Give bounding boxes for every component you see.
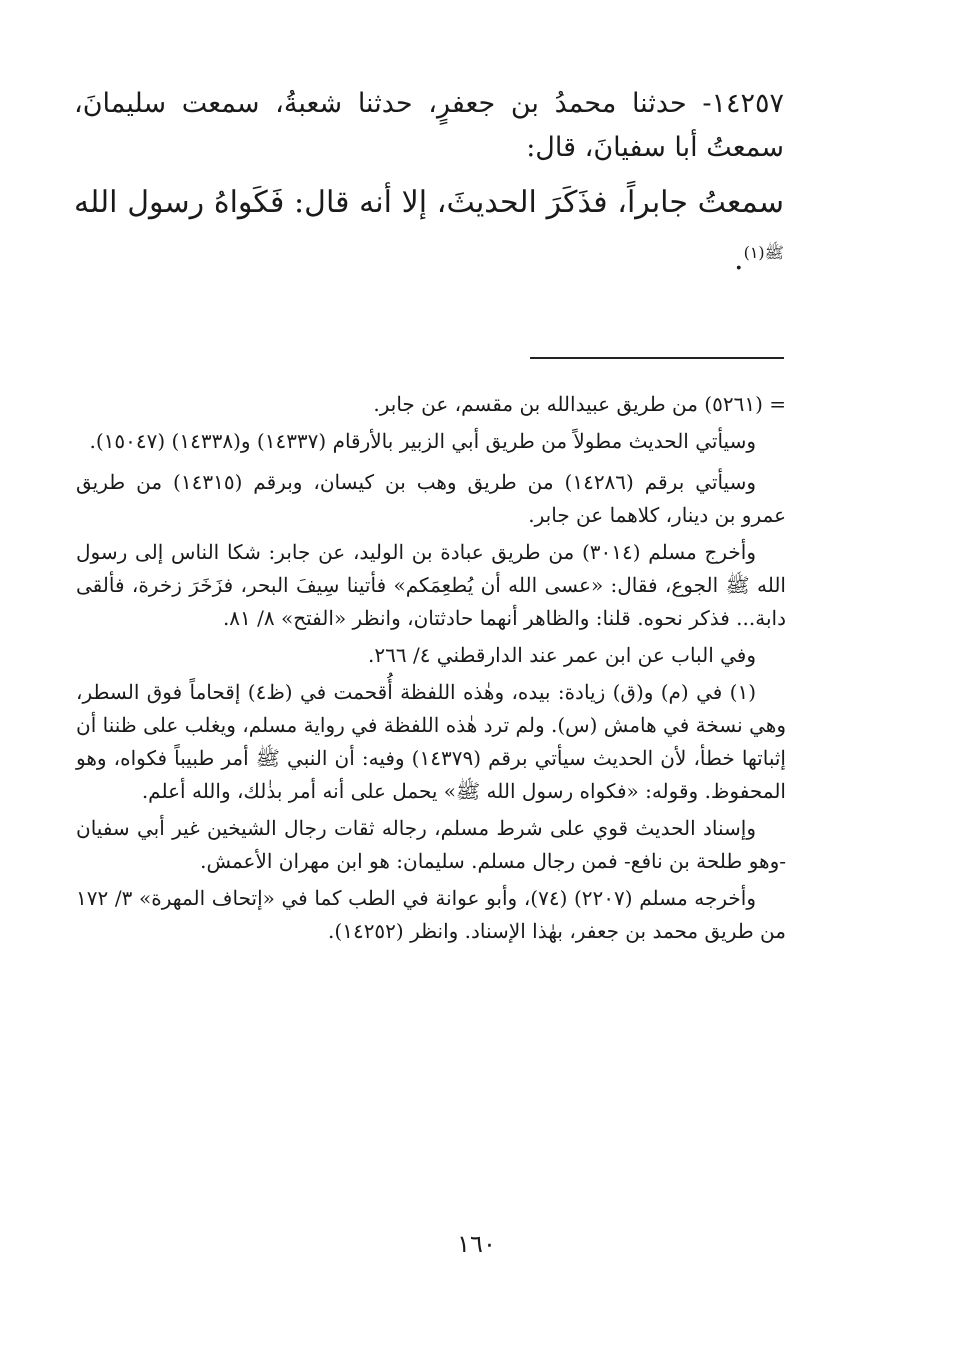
hadith-matn-end: . xyxy=(734,242,744,277)
hadith-isnad: ١٤٢٥٧- حدثنا محمدُ بن جعفرٍ، حدثنا شعبةُ، سمعت سليمانَ، سمعتُ أبا سفيانَ، قال: xyxy=(74,88,784,163)
footnote-paragraph: وفي الباب عن ابن عمر عند الدارقطني ٤/ ٢٦٦. xyxy=(368,643,756,667)
footnotes-section xyxy=(76,388,786,952)
footnote-divider xyxy=(530,357,784,359)
footnote-1: (١) في (م) و(ق) زيادة: بيده، وهٰذه اللفظة أُقحمت في (ظ٤) إقحاماً فوق السطر، وهي نسخة في هامش (س). ولم ترد هٰذه اللفظة في رواية مسلم، ويغلب على ظننا أن إثباتها خطأ، لأن الحديث سيأتي برقم (١٤٣٧٩) وفيه: أن النبي ﷺ أمر طبيباً فكواه، وهو المحفوظ. وقوله: «فكواه رسول الله ﷺ» يحمل على أنه أمر بذٰلك، والله أعلم. xyxy=(76,680,786,803)
footnote-continuation: = (٥٢٦١) من طريق عبيدالله بن مقسم، عن جابر. xyxy=(373,392,786,416)
footnote-paragraph: وسيأتي الحديث مطولاً من طريق أبي الزبير بالأرقام (١٤٣٣٧) و(١٤٣٣٨) (١٥٠٤٧). xyxy=(89,429,756,453)
hadith-text xyxy=(74,82,784,285)
hadith-matn-text: سمعتُ جابراً، فذَكَرَ الحديثَ، إلا أنه قال: فَكَواهُ رسول الله xyxy=(74,185,784,220)
footnote-paragraph: وأخرج مسلم (٣٠١٤) من طريق عبادة بن الوليد، عن جابر: شكا الناس إلى رسول الله ﷺ الجوع، فقال: «عسى الله أن يُطعِمَكم» فأتينا سِيفَ البحر، فزَخَرَ زخرة، فألقى دابة... فذكر نحوه. قلنا: والظاهر أنهما حادثتان، وانظر «الفتح» ٨/ ٨١. xyxy=(76,540,786,630)
footnote-paragraph: وإسناد الحديث قوي على شرط مسلم، رجاله ثقات رجال الشيخين غير أبي سفيان -وهو طلحة بن نافع- فمن رجال مسلم. سليمان: هو ابن مهران الأعمش. xyxy=(76,816,786,873)
footnote-paragraph: وسيأتي برقم (١٤٢٨٦) من طريق وهب بن كيسان، وبرقم (١٤٣١٥) من طريق عمرو بن دينار، كلاهما عن جابر. xyxy=(76,470,786,527)
page-number: ١٦٠ xyxy=(457,1230,496,1258)
hadith-matn xyxy=(74,178,784,285)
honorific-mark: ﷺ(١) xyxy=(743,243,784,262)
footnote-paragraph: وأخرجه مسلم (٢٢٠٧) (٧٤)، وأبو عوانة في الطب كما في «إتحاف المهرة» ٣/ ١٧٢ من طريق محمد بن جعفر، بهٰذا الإسناد. وانظر (١٤٢٥٢). xyxy=(76,886,786,943)
